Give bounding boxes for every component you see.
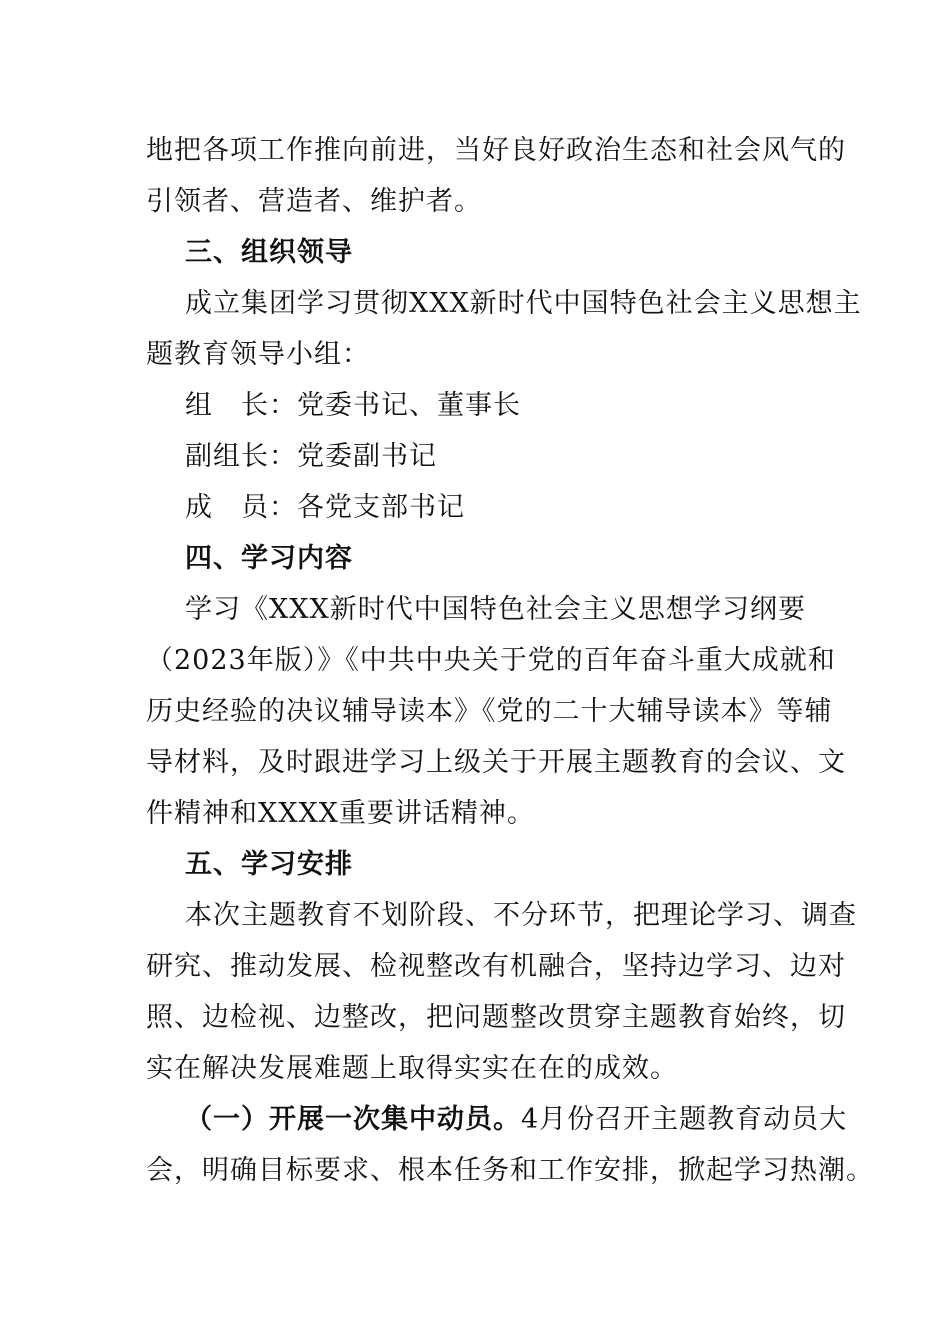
body-line: 研究、推动发展、检视整改有机融合，坚持边学习、边对	[146, 951, 846, 982]
body-line: 照、边检视、边整改，把问题整改贯穿主题教育始终，切	[146, 1002, 846, 1033]
body-line: 题教育领导小组：	[146, 339, 370, 370]
body-line: （2023年版）》《中共中央关于党的百年奋斗重大成就和	[146, 645, 836, 676]
body-line: 副组长：党委副书记	[185, 441, 437, 472]
body-line: 成 员：各党支部书记	[185, 492, 465, 523]
body-line: 历史经验的决议辅导读本》《党的二十大辅导读本》等辅	[146, 696, 833, 727]
body-line: 导材料，及时跟进学习上级关于开展主题教育的会议、文	[146, 747, 846, 778]
body-line: 件精神和XXXX重要讲话精神。	[146, 798, 535, 829]
body-line: 组 长：党委书记、董事长	[185, 390, 521, 421]
body-line: 会，明确目标要求、根本任务和工作安排，掀起学习热潮。	[146, 1155, 874, 1186]
subsection-heading: （一）开展一次集中动员。	[185, 1104, 521, 1135]
body-line: 地把各项工作推向前进，当好良好政治生态和社会风气的	[146, 135, 846, 166]
subsection-paragraph-line	[185, 1102, 848, 1138]
section-heading: 四、学习内容	[185, 543, 353, 574]
body-line: 引领者、营造者、维护者。	[146, 186, 482, 217]
body-line: 学习《XXX新时代中国特色社会主义思想学习纲要	[185, 594, 806, 625]
section-heading: 三、组织领导	[185, 237, 353, 268]
subsection-text: 4月份召开主题教育动员大	[521, 1104, 848, 1135]
body-line: 本次主题教育不划阶段、不分环节，把理论学习、调查	[185, 900, 857, 931]
body-line: 实在解决发展难题上取得实实在在的成效。	[146, 1053, 678, 1084]
section-heading: 五、学习安排	[185, 849, 353, 880]
body-line: 成立集团学习贯彻XXX新时代中国特色社会主义思想主	[185, 288, 862, 319]
